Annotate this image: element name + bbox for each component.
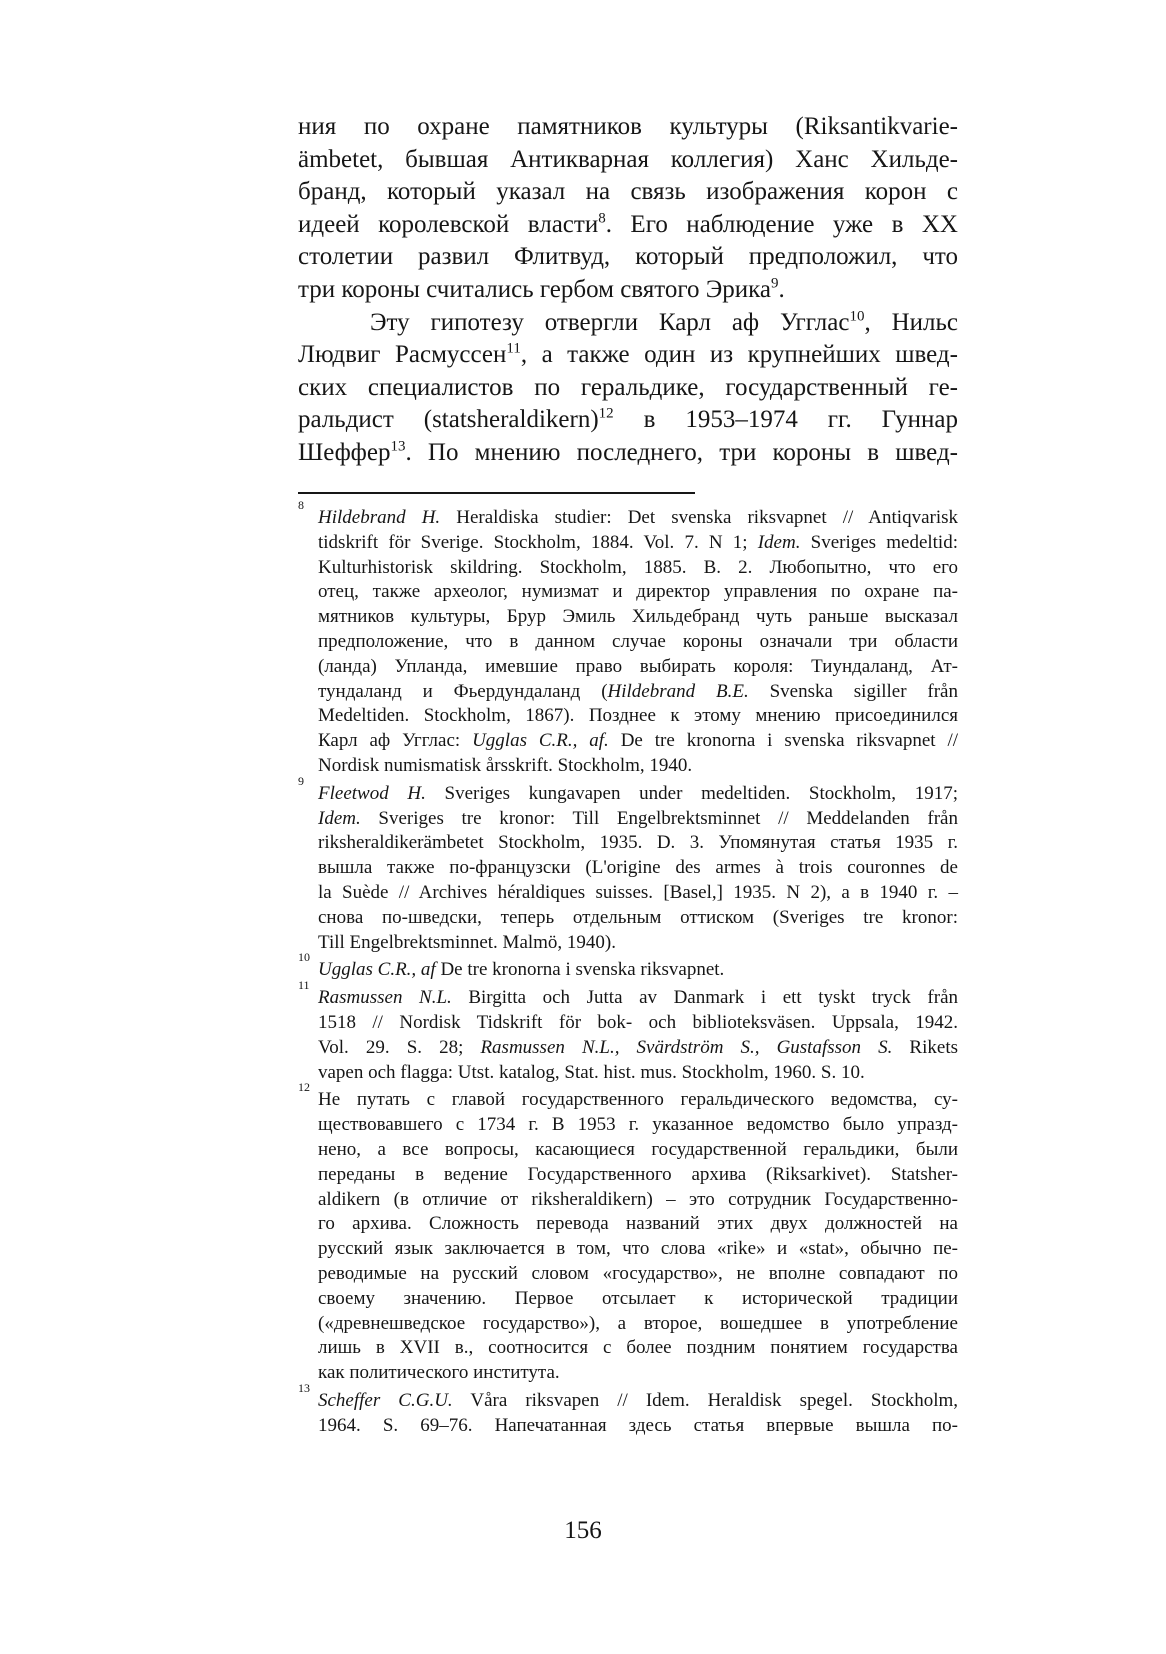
body-line [298,274,958,307]
text-span: Våra riksvapen // Idem. Heraldisk spegel. Stockholm, [452,1389,958,1411]
footnote-line [318,807,958,832]
footnote-line [318,986,958,1011]
body-text [298,111,958,470]
text-span: tidskrift för Sverige. Stockholm, 1884. Vol. 7. N 1; [318,531,758,553]
footnote-line [318,1036,958,1061]
footnote-line [318,704,958,729]
footnote-line [318,1262,958,1287]
text-span: ществовавшего с 1734 г. В 1953 г. указанное ведомство было упразд- [318,1114,958,1136]
text-span: Svenska sigiller från [748,680,958,702]
text-span: De tre kronorna i svenska riksvapnet // [608,730,958,752]
text-span: бранд, который указал на связь изображения корон с [298,178,958,206]
footnote-line [318,680,958,705]
text-span: Эту гипотезу отвергли Карл аф Угглас [370,308,850,336]
author-name: Rasmussen N.L. [318,987,452,1009]
body-line [298,241,958,274]
text-span: отец, также археолог, нумизмат и директор управления по охране па- [318,581,958,603]
footnote-line [318,1336,958,1361]
text-span: переданы в ведение Государственного архива (Riksarkivet). Statsher- [318,1163,958,1185]
footnote-line [318,580,958,605]
footnote-ref: 12 [598,405,614,422]
body-line [298,144,958,177]
footnote-8 [298,498,959,779]
footnote-line [318,931,958,956]
footnote-line [318,1212,958,1237]
text-span: реводимые на русский словом «государство», не вполне совпадают по [318,1262,958,1284]
text-span: мятников культуры, Брур Эмиль Хильдебранд чуть раньше высказал [318,606,958,628]
author-name: Idem. [318,807,361,829]
text-span: как политического института. [318,1362,560,1384]
text-span: («древнешведское государство»), а второе, вошедшее в употребление [318,1312,958,1334]
footnote-ref: 13 [390,438,406,455]
footnote-line [318,1389,958,1414]
footnote-line [318,1061,958,1086]
text-span: 1964. S. 69–76. Напечатанная здесь статья впервые вышла по- [318,1414,958,1436]
body-line [298,339,958,372]
footnote-line [318,1287,958,1312]
text-span: тундаланд и Фьердундаланд ( [318,680,608,702]
footnote-line [318,729,958,754]
footnote-line [318,531,958,556]
text-span: Sveriges kungavapen under medeltiden. Stockholm, 1917; [425,782,958,804]
footnote-12 [298,1080,958,1386]
footnote-line [318,655,958,680]
text-span: Medeltiden. Stockholm, 1867). Позднее к этому мнению присоединился [318,705,958,727]
footnote-line [318,1088,958,1113]
footnote-line [318,1312,958,1337]
footnote-line [318,1138,958,1163]
footnote-line [318,1163,958,1188]
footnote-line [318,630,958,655]
text-span: Vol. 29. S. 28; [318,1036,481,1058]
text-span: ämbetet, бывшая Антикварная коллегия) Ханс Хильде- [298,145,958,173]
footnote-line [318,1011,958,1036]
text-span: . [778,275,785,303]
text-span: Heraldiska studier: Det svenska riksvapnet // Antiqvarisk [440,507,959,528]
footnote-number: 13 [298,1380,310,1395]
footnotes [298,498,959,1441]
footnote-line [318,556,958,581]
body-line [298,209,958,242]
text-span: la Suède // Archives héraldiques suisses. [Basel,] 1935. N 2), а в 1940 г. – [318,881,958,903]
text-span: 1518 // Nordisk Tidskrift för bok- och biblioteksväsen. Uppsala, 1942. [318,1011,958,1033]
footnote-line [318,1237,958,1262]
text-span: своему значению. Первое отсылает к исторической традиции [318,1287,958,1309]
footnote-ref: 11 [506,340,521,357]
text-span: riksheraldikerämbetet Stockholm, 1935. D. 3. Упомянутая статья 1935 г. [318,832,958,854]
text-span: идеей королевской власти [298,210,599,238]
text-span: . По мнению последнего, три короны в швед- [405,438,958,466]
text-span: ских специалистов по геральдике, государственный ге- [298,373,958,401]
text-span: Nordisk numismatisk årsskrift. Stockholm, 1940. [318,754,693,776]
text-span: го архива. Сложность перевода названий этих двух должностей на [318,1213,958,1235]
footnote-line [318,906,958,931]
text-span: Людвиг Расмуссен [298,341,507,369]
author-name: Ugglas C.R., af [318,959,436,981]
text-span: лишь в XVII в., соотносится с более поздним понятием государства [318,1337,958,1359]
footnote-10 [298,950,958,983]
footnote-number: 10 [298,950,310,965]
footnote-ref: 8 [598,210,606,227]
footnote-ref: 10 [849,307,865,324]
author-name: Rasmussen N.L., Svärdström S., Gustafsson S. [480,1036,893,1058]
text-span: Не путать с главой государственного геральдического ведомства, су- [318,1089,958,1111]
footnote-number: 8 [298,498,304,512]
text-span: Birgitta och Jutta av Danmark i ett tyskt tryck från [451,987,959,1009]
text-span: русский язык заключается в том, что слова «rike» и «stat», обычно пе- [318,1238,958,1260]
text-span: снова по-шведски, теперь отдельным оттиском (Sveriges tre kronor: [318,906,958,928]
text-span: , Нильс [864,308,958,336]
text-span: Rikets [892,1036,958,1058]
text-span: aldikern (в отличие от riksheraldikern) – это сотрудник Государственно- [318,1188,958,1210]
text-span: , а также один из крупнейших швед- [520,341,958,369]
text-span: (ланда) Упланда, имевшие право выбирать короля: Тиундаланд, Ат- [318,655,958,677]
footnote-divider [298,492,695,494]
body-line [298,111,958,144]
footnote-13 [298,1380,958,1439]
body-line [298,404,958,437]
text-span: нено, а все вопросы, касающиеся государственной геральдики, были [318,1138,958,1160]
author-name: Idem. [757,531,801,553]
footnote-11 [298,978,959,1085]
footnote-number: 9 [298,773,304,788]
footnote-line [318,1188,958,1213]
body-line [298,307,958,340]
author-name: Ugglas C.R., af. [472,730,609,752]
footnote-number: 11 [298,978,310,993]
text-span: Sveriges tre kronor: Till Engelbrektsminnet // Meddelanden från [360,807,958,829]
footnote-line [318,605,958,630]
body-line [298,437,958,470]
text-span: ральдист (statsheraldikern) [298,406,599,434]
footnote-number: 12 [298,1080,310,1095]
text-span: Шеффер [298,438,391,466]
text-span: Карл аф Угглас: [318,730,473,752]
footnote-line [318,958,958,983]
text-span: De tre kronorna i svenska riksvapnet. [435,959,725,981]
text-span: Till Engelbrektsminnet. Malmö, 1940). [318,931,617,953]
footnote-ref: 9 [771,275,779,292]
footnote-line [318,1414,958,1439]
text-span: в 1953–1974 гг. Гуннар [613,406,958,434]
text-span: три короны считались гербом святого Эрика [298,275,771,303]
footnote-line [318,1361,958,1386]
text-span: Kulturhistorisk skildring. Stockholm, 1885. B. 2. Любопытно, что его [318,556,958,578]
footnote-line [318,831,958,856]
footnote-9 [298,773,958,956]
footnote-line [318,754,958,779]
text-span: . Его наблюдение уже в XX [605,210,958,238]
author-name: Hildebrand B.E. [607,680,749,702]
footnote-line [318,856,958,881]
author-name: Hildebrand H. [318,507,441,528]
text-span: vapen och flagga: Utst. katalog, Stat. hist. mus. Stockholm, 1960. S. 10. [318,1061,865,1083]
text-span: вышла также по-французски (L'origine des armes à trois couronnes de [318,857,958,879]
footnote-line [318,782,958,807]
author-name: Fleetwod H. [318,782,426,804]
text-span: столетии развил Флитвуд, который предположил, что [298,243,958,271]
footnote-line [318,506,958,531]
footnote-line [318,881,958,906]
text-span: предположение, что в данном случае короны означали три области [318,630,958,652]
body-line [298,176,958,209]
text-span: ния по охране памятников культуры (Riksantikvarie- [298,113,958,140]
text-span: Sveriges medeltid: [800,531,958,553]
author-name: Scheffer C.G.U. [318,1389,453,1411]
footnote-line [318,1113,958,1138]
body-line [298,372,958,405]
page-number: 156 [564,1517,602,1544]
